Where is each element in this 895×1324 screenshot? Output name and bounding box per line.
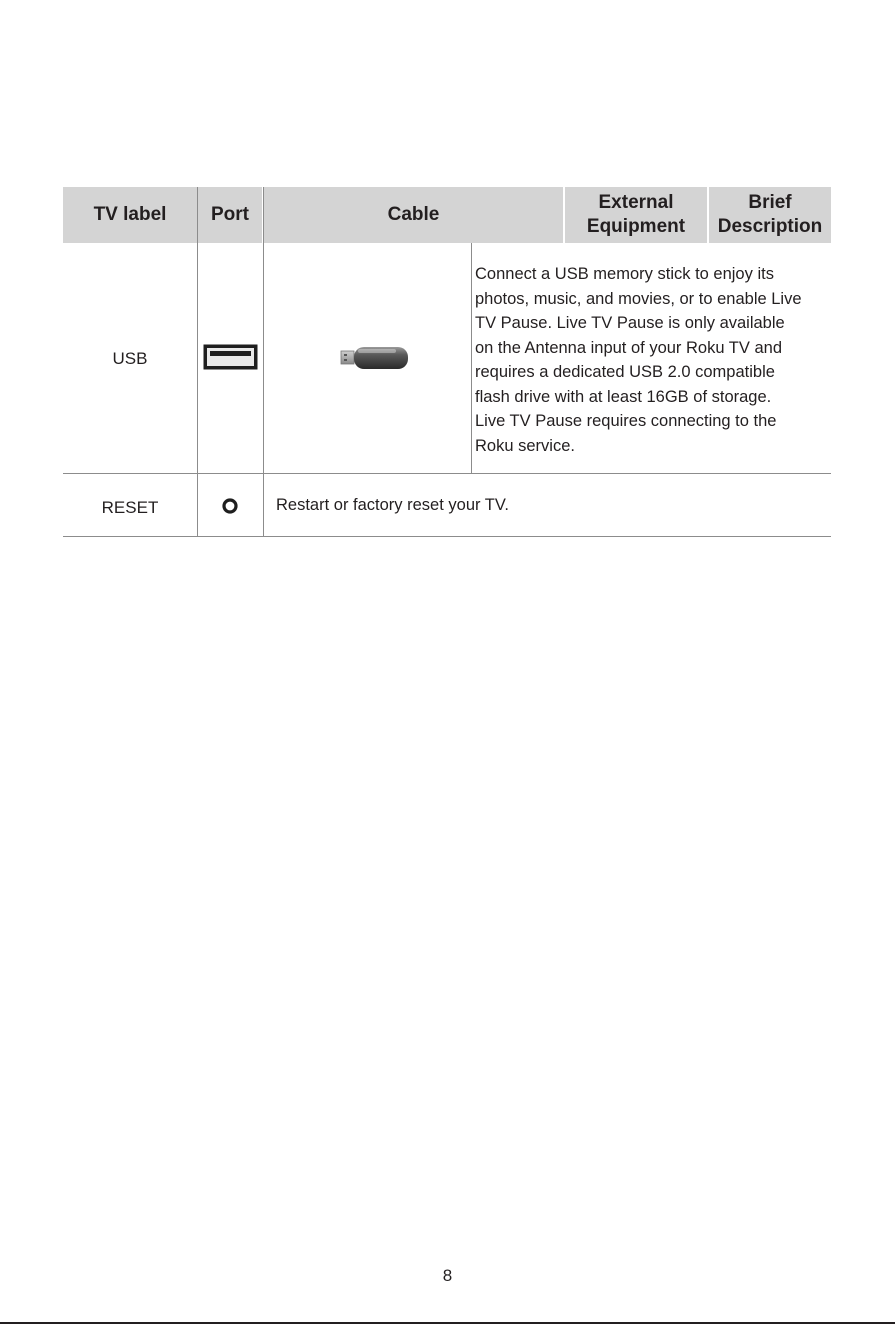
tv-label-usb: USB — [112, 349, 148, 368]
row-divider — [63, 473, 831, 474]
row-divider — [63, 536, 831, 537]
page-number: 8 — [442, 1266, 453, 1285]
usb-description: Connect a USB memory stick to enjoy its photos, music, and movies, or to enable Live TV Pause. Live TV Pause is only available on the Antenna input of your Roku TV and requires a dedicated USB 2.0 compatible flash drive with at least 16GB of storage. Live TV Pause requires connecting to the Roku service. — [475, 265, 802, 455]
reset-description: Restart or factory reset your TV. — [276, 496, 509, 514]
reset-pinhole-icon — [221, 497, 239, 520]
header-port — [198, 187, 262, 243]
header-brief-description-text: Brief Description — [717, 192, 823, 237]
header-cable — [264, 187, 563, 243]
header-cable-text: Cable — [387, 204, 440, 225]
column-divider — [471, 243, 472, 473]
column-divider — [263, 187, 264, 536]
usb-flash-drive-icon — [340, 343, 410, 378]
header-tv-label-text: TV label — [93, 204, 167, 225]
header-brief-description — [709, 187, 831, 243]
header-external-equipment-text: External Equipment — [586, 192, 686, 237]
header-port-text: Port — [211, 204, 249, 225]
tv-label-reset: RESET — [101, 498, 159, 517]
usb-port-icon — [203, 344, 258, 375]
header-external-equipment — [565, 187, 707, 243]
column-divider — [197, 187, 198, 536]
header-tv-label — [63, 187, 197, 243]
